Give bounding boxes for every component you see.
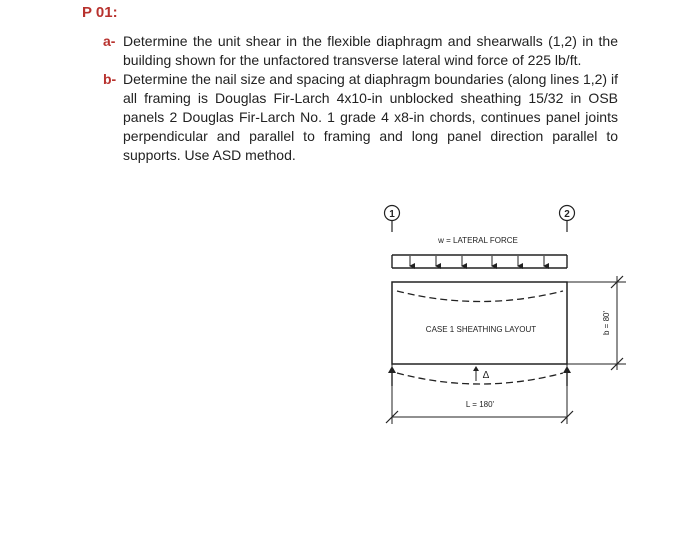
load-label: w = LATERAL FORCE bbox=[438, 236, 518, 245]
problem-title: P 01: bbox=[82, 4, 118, 21]
width-dimension-line bbox=[567, 276, 626, 370]
grid-line-1-marker bbox=[385, 206, 400, 233]
distributed-load bbox=[392, 255, 567, 268]
length-label: L = 180' bbox=[465, 400, 495, 409]
deflected-shape-bottom bbox=[397, 373, 563, 384]
question-b-text: Determine the nail size and spacing at diaphragm boundaries (along lines 1,2) if all framing is Douglas Fir-Larch 4x10-in unblocked sheathing 15/32 in OSB panels 2 Douglas Fir-Larch No. 1 grade 4 x8-in chords, continues panel joints perpendicular and parallel to framing and long panel direction parallel to supports. Use ASD method. bbox=[123, 71, 618, 163]
deflection-label: Δ bbox=[482, 370, 490, 381]
question-b-label: b- bbox=[103, 71, 117, 87]
deflected-shape-top bbox=[397, 291, 563, 302]
question-a-text: Determine the unit shear in the flexible diaphragm and shearwalls (1,2) in the building shown for the unfactored transverse lateral wind force of 225 lb/ft. bbox=[123, 33, 618, 68]
question-a-label: a- bbox=[103, 33, 116, 49]
diaphragm-plan bbox=[392, 282, 567, 364]
grid-line-2-marker bbox=[560, 206, 575, 233]
width-label: b = 80' bbox=[602, 311, 611, 335]
length-dimension-line bbox=[386, 364, 573, 424]
sheathing-layout-label: CASE 1 SHEATHING LAYOUT bbox=[425, 325, 537, 334]
grid-line-2-label: 2 bbox=[564, 209, 570, 220]
grid-line-1-label: 1 bbox=[389, 209, 395, 220]
deflection-marker bbox=[473, 366, 490, 381]
